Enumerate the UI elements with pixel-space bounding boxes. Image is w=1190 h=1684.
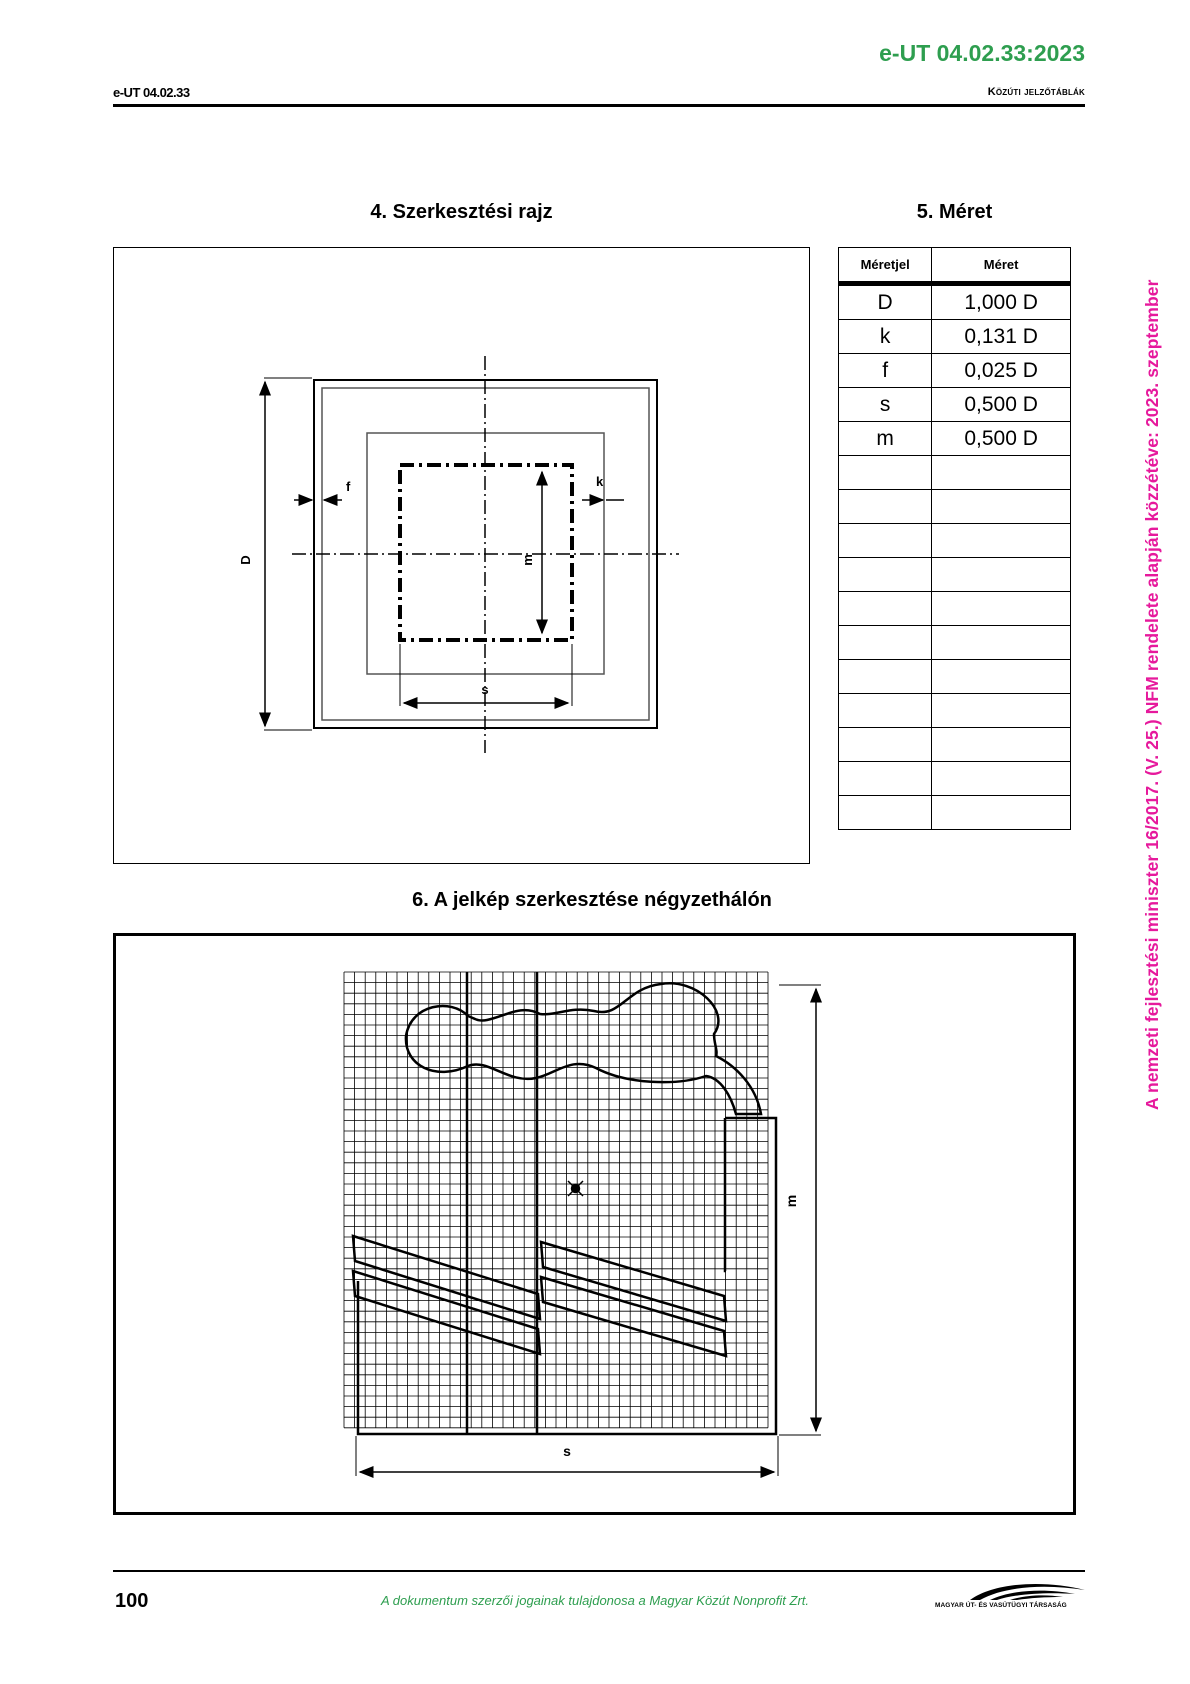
smoke-cloud-outline: [406, 983, 761, 1114]
cell-size: 0,500 D: [932, 388, 1071, 422]
cell-symbol: [839, 728, 932, 762]
cell-symbol: [839, 796, 932, 830]
cell-size: [932, 626, 1071, 660]
grid-section-title: 6. A jelkép szerkesztése négyzethálón: [412, 889, 772, 911]
cell-size: 0,500 D: [932, 422, 1071, 456]
label-s: s: [481, 682, 489, 697]
roof-strip-left-upper: [353, 1236, 540, 1319]
drawing-section-title: 4. Szerkesztési rajz: [370, 201, 553, 223]
cell-symbol: [839, 762, 932, 796]
size-table-header-size: Méret: [932, 248, 1071, 284]
cell-symbol: D: [839, 284, 932, 320]
footer-rule: [113, 1570, 1085, 1572]
construction-drawing-svg: [114, 248, 809, 863]
cell-size: [932, 728, 1071, 762]
side-publication-note-text: A nemzeti fejlesztési miniszter 16/2017. (V. 25.) NFM rendelete alapján közzétéve: 2023. szeptember: [1142, 279, 1162, 1110]
table-row: [839, 592, 1071, 626]
header-left-code: e-UT 04.02.33: [113, 85, 190, 100]
label-m: m: [520, 554, 535, 566]
grid-label-m: m: [783, 1194, 799, 1208]
table-row: [839, 354, 1071, 388]
label-D: D: [238, 555, 253, 565]
table-row: [839, 558, 1071, 592]
grid-construction: [113, 933, 1076, 1515]
size-table-header-symbol: Méretjel: [839, 248, 932, 284]
road-swoosh-icon: [935, 1580, 1085, 1602]
cell-size: [932, 490, 1071, 524]
center-mark-icon: [568, 1181, 583, 1196]
logo-text: MAGYAR ÚT- ÉS VASÚTÜGYI TÁRSASÁG: [935, 1602, 1067, 1609]
cell-symbol: [839, 558, 932, 592]
table-row: [839, 524, 1071, 558]
cell-symbol: [839, 660, 932, 694]
table-row: [839, 284, 1071, 320]
cell-size: 0,025 D: [932, 354, 1071, 388]
table-row: [839, 388, 1071, 422]
cell-size: 1,000 D: [932, 284, 1071, 320]
grid-construction-svg: [116, 936, 1073, 1512]
cell-size: [932, 694, 1071, 728]
table-row: [839, 660, 1071, 694]
cell-symbol: [839, 456, 932, 490]
cell-symbol: s: [839, 388, 932, 422]
cell-symbol: [839, 626, 932, 660]
cell-size: [932, 796, 1071, 830]
copyright-notice: A dokumentum szerzői jogainak tulajdonosa a Magyar Közút Nonprofit Zrt.: [380, 1593, 809, 1608]
table-row: [839, 490, 1071, 524]
cell-size: 0,131 D: [932, 320, 1071, 354]
table-row: [839, 762, 1071, 796]
square-grid: [344, 972, 768, 1428]
cell-symbol: [839, 524, 932, 558]
page-number: 100: [115, 1590, 149, 1612]
size-section-title: 5. Méret: [916, 201, 993, 223]
construction-drawing: [113, 247, 810, 864]
cell-size: [932, 524, 1071, 558]
header-right-title: Közúti jelzőtáblák: [987, 86, 1085, 98]
cell-symbol: [839, 694, 932, 728]
table-row: [839, 422, 1071, 456]
cell-size: [932, 558, 1071, 592]
size-table: [838, 247, 1071, 830]
cell-size: [932, 456, 1071, 490]
table-row: [839, 694, 1071, 728]
symbol-square: [400, 465, 572, 640]
chimney-outline: [725, 1118, 726, 1271]
roof-strip-left-lower: [353, 1271, 540, 1354]
side-publication-note: [1122, 160, 1162, 1110]
cell-symbol: [839, 490, 932, 524]
cell-size: [932, 660, 1071, 694]
header-rule: [113, 104, 1085, 107]
table-row: [839, 796, 1071, 830]
table-row: [839, 456, 1071, 490]
cell-size: [932, 592, 1071, 626]
grid-label-s: s: [563, 1443, 571, 1459]
table-row: [839, 728, 1071, 762]
cell-symbol: k: [839, 320, 932, 354]
society-logo: [935, 1580, 1085, 1616]
table-row: [839, 320, 1071, 354]
label-k: k: [596, 474, 604, 489]
cell-size: [932, 762, 1071, 796]
table-row: [839, 626, 1071, 660]
label-f: f: [346, 479, 351, 494]
cell-symbol: [839, 592, 932, 626]
cell-symbol: m: [839, 422, 932, 456]
cell-symbol: f: [839, 354, 932, 388]
document-code: e-UT 04.02.33:2023: [879, 40, 1085, 66]
